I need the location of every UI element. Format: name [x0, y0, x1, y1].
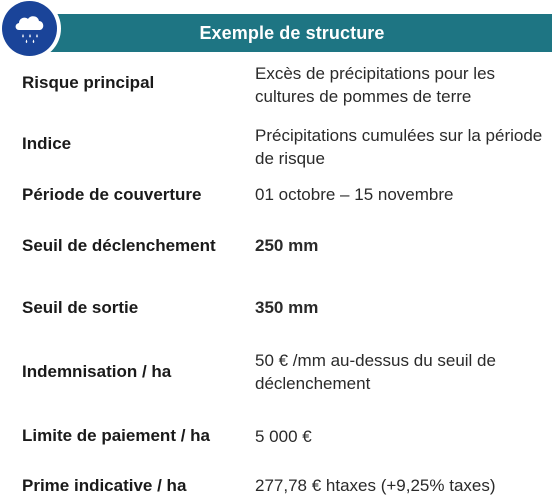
row-value-seuil-sortie: 350 mm: [255, 298, 319, 317]
row-label-seuil-sortie: Seuil de sortie: [22, 298, 139, 317]
row-value-periode-couverture: 01 octobre – 15 novembre: [255, 185, 454, 204]
rain-cloud-icon: [11, 10, 49, 48]
row-label-prime-indicative: Prime indicative / ha: [22, 476, 187, 495]
row-label-seuil-declenchement: Seuil de déclenchement: [22, 236, 216, 255]
row-value-indemnisation: 50 € /mm au-dessus du seuil de déclenchement: [255, 351, 496, 393]
rain-cloud-icon-circle: [2, 1, 57, 56]
row-label-limite-paiement: Limite de paiement / ha: [22, 426, 210, 445]
row-label-indice: Indice: [22, 134, 72, 153]
row-value-risque-principal: Excès de précipitations pour les cultures de pommes de terre: [255, 64, 496, 106]
row-value-seuil-declenchement: 250 mm: [255, 236, 319, 255]
row-value-prime-indicative: 277,78 € htaxes (+9,25% taxes): [255, 476, 496, 495]
row-value-indice: Précipitations cumulées sur la période de risque: [255, 126, 543, 168]
page-title: Exemple de structure: [199, 23, 385, 43]
row-label-risque-principal: Risque principal: [22, 73, 155, 92]
row-label-indemnisation: Indemnisation / ha: [22, 362, 172, 381]
row-value-limite-paiement: 5 000 €: [255, 427, 312, 446]
row-label-periode-couverture: Période de couverture: [22, 185, 202, 204]
